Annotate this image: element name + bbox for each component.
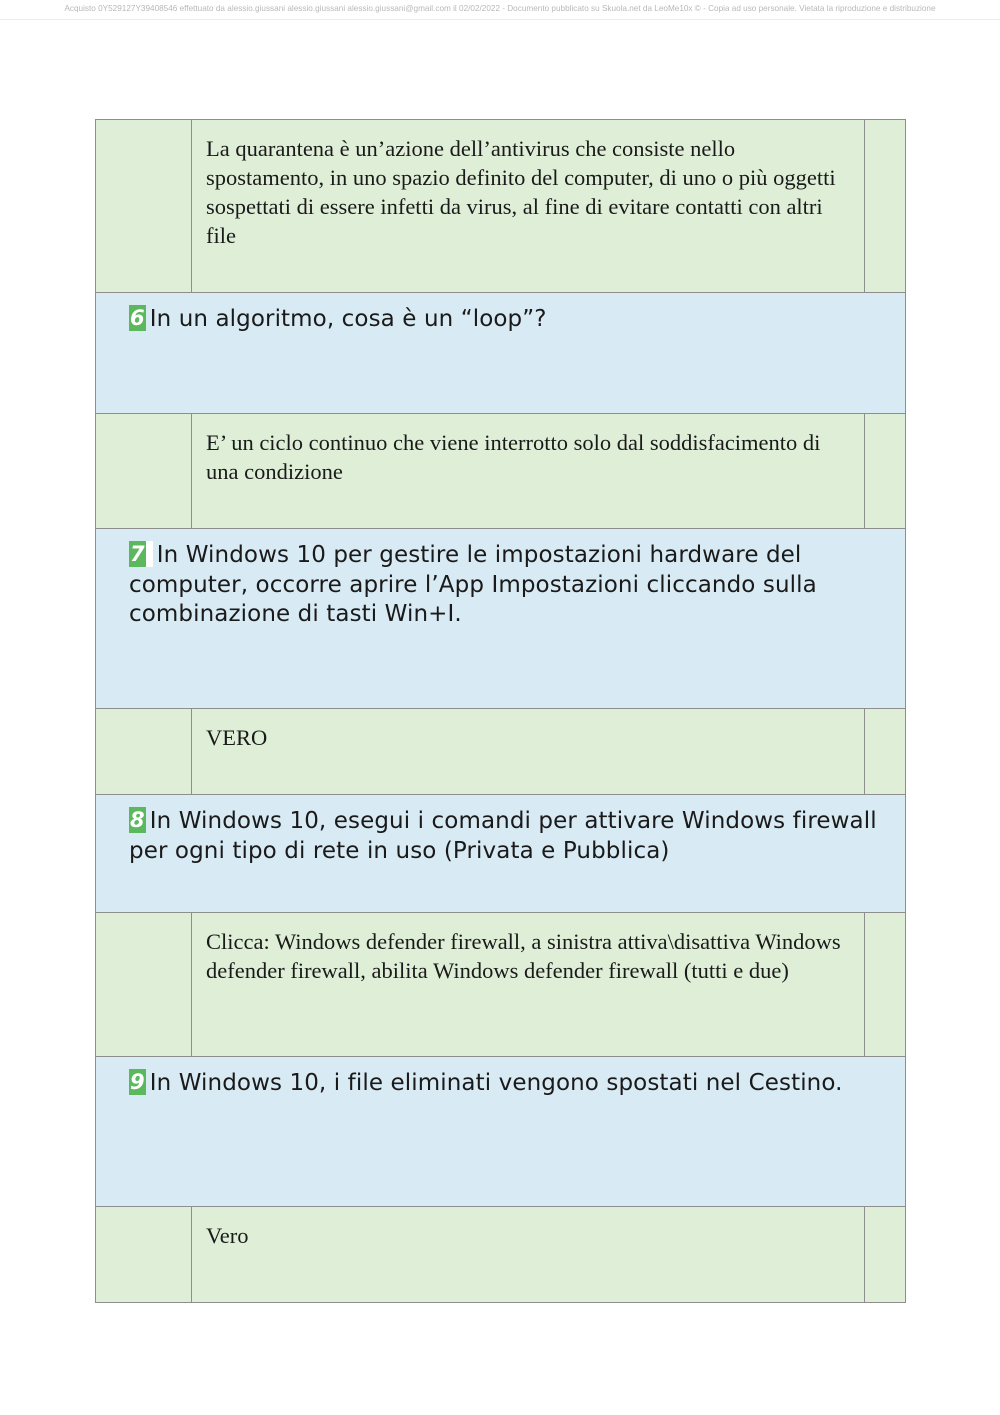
column-divider [191, 1207, 192, 1302]
question-number-badge: 7 [129, 541, 153, 567]
column-divider [864, 1207, 865, 1302]
question-row [96, 795, 905, 913]
question-number-badge: 9 [130, 1070, 145, 1094]
question-number-badge: 8 [130, 808, 145, 832]
column-divider [191, 120, 192, 292]
question-text [129, 305, 889, 335]
column-divider [864, 709, 865, 794]
question-text [129, 807, 889, 866]
question-row [96, 529, 905, 709]
header-divider [0, 19, 1000, 20]
answer-row [96, 414, 905, 529]
answer-text: Vero [206, 1223, 249, 1248]
column-divider [191, 913, 192, 1056]
question-row [96, 1057, 905, 1207]
column-divider [864, 120, 865, 292]
column-divider [191, 414, 192, 528]
column-divider [191, 709, 192, 794]
answer-text: VERO [206, 725, 268, 750]
question-label: In Windows 10 per gestire le impostazioni hardware del computer, occorre aprire l’App Impostazioni cliccando sulla combinazione di tasti Win+I. [129, 542, 817, 627]
question-text [129, 541, 889, 630]
question-number-badge: 6 [130, 306, 145, 330]
column-divider [864, 913, 865, 1056]
question-row [96, 293, 905, 414]
question-text [129, 1069, 889, 1099]
question-label: In un algoritmo, cosa è un “loop”? [149, 306, 547, 332]
question-label: In Windows 10, i file eliminati vengono spostati nel Cestino. [149, 1070, 843, 1096]
column-divider [864, 414, 865, 528]
answer-row [96, 1207, 905, 1302]
answer-row [96, 709, 905, 795]
quiz-table [95, 119, 906, 1303]
answer-text: La quarantena è un’azione dell’antivirus che consiste nello spostamento, in uno spazio definito del computer, di uno o più oggetti sospettati di essere infetti da virus, al fine di evitare contatti con altri file [206, 136, 836, 248]
answer-row [96, 120, 905, 293]
answer-row [96, 913, 905, 1057]
copyright-watermark: Acquisto 0Y529127Y39408546 effettuato da alessio.giussani alessio.giussani alessio.giussani@gmail.com il 02/02/2022 - Documento pubblicato su Skuola.net da LeoMe10x © - Copia ad uso personale. Vietata la riproduzione e distribuzione [64, 4, 936, 13]
answer-text: E’ un ciclo continuo che viene interrotto solo dal soddisfacimento di una condizione [206, 430, 821, 484]
answer-text: Clicca: Windows defender firewall, a sinistra attiva\disattiva Windows defender firewall, abilita Windows defender firewall (tutti e due) [206, 929, 841, 983]
question-label: In Windows 10, esegui i comandi per attivare Windows firewall per ogni tipo di rete in uso (Privata e Pubblica) [129, 808, 877, 864]
